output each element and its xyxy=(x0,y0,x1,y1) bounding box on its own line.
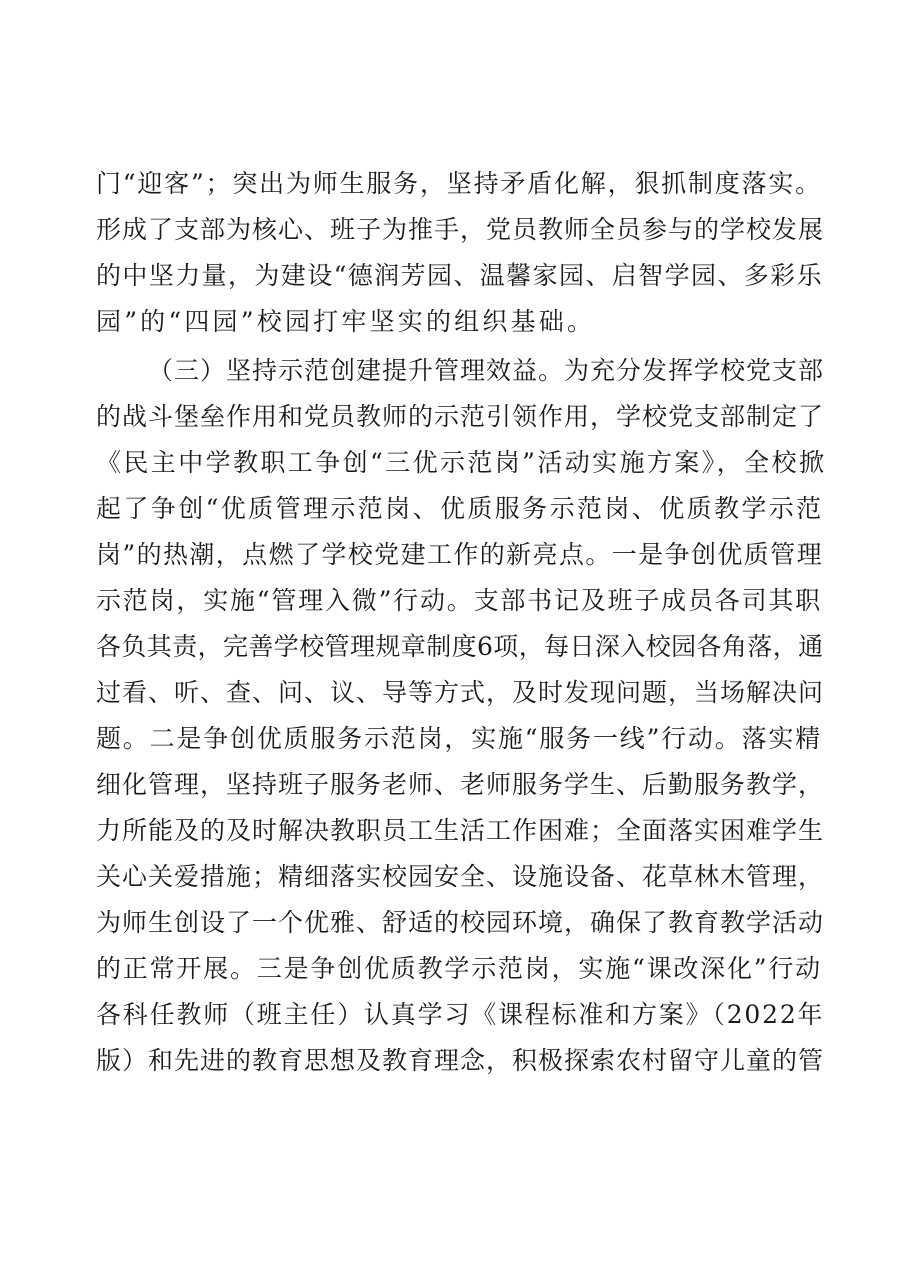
text-line: 版）和先进的教育思想及教育理念，积极探索农村留守儿童的管 xyxy=(96,1046,825,1075)
text-line: 各科任教师（班主任）认真学习《课程标准和方案》（2022年 xyxy=(96,1000,825,1029)
text-line: 力所能及的及时解决教职员工生活工作困难；全面落实困难学生 xyxy=(96,816,825,845)
text-line: 形成了支部为核心、班子为推手，党员教师全员参与的学校发展 xyxy=(96,215,825,244)
text-line: 过看、听、查、问、议、导等方式，及时发现问题，当场解决问 xyxy=(96,678,825,707)
text-line: 为师生创设了一个优雅、舒适的校园环境，确保了教育教学活动 xyxy=(96,908,825,937)
text-line: 示范岗，实施“管理入微”行动。支部书记及班子成员各司其职 xyxy=(96,586,822,615)
text-line: 《民主中学教职工争创“三优示范岗”活动实施方案》，全校掀 xyxy=(96,448,827,477)
text-line: 门“迎客”；突出为师生服务，坚持矛盾化解，狠抓制度落实。 xyxy=(96,169,822,198)
text-line: 的正常开展。三是争创优质教学示范岗，实施“课改深化”行动 xyxy=(96,954,822,983)
text-line: 起了争创“优质管理示范岗、优质服务示范岗、优质教学示范 xyxy=(96,494,824,523)
text-line: 岗”的热潮，点燃了学校党建工作的新亮点。一是争创优质管理 xyxy=(96,540,823,569)
text-line: 的中坚力量，为建设“德润芳园、温馨家园、启智学园、多彩乐 xyxy=(96,261,823,290)
text-line: 的战斗堡垒作用和党员教师的示范引领作用，学校党支部制定了 xyxy=(96,402,825,431)
text-line: 各负其责，完善学校管理规章制度6项，每日深入校园各角落，通 xyxy=(96,632,824,661)
text-line: 园”的“四园”校园打牢坚实的组织基础。 xyxy=(96,307,596,336)
text-line: 细化管理，坚持班子服务老师、老师服务学生、后勤服务教学， xyxy=(96,770,825,799)
text-line: 关心关爱措施；精细落实校园安全、设施设备、花草林木管理， xyxy=(96,862,825,891)
text-line: 题。二是争创优质服务示范岗，实施“服务一线”行动。落实精 xyxy=(96,724,822,753)
section-heading-line: （三）坚持示范创建提升管理效益。为充分发挥学校党支部 xyxy=(148,356,825,385)
